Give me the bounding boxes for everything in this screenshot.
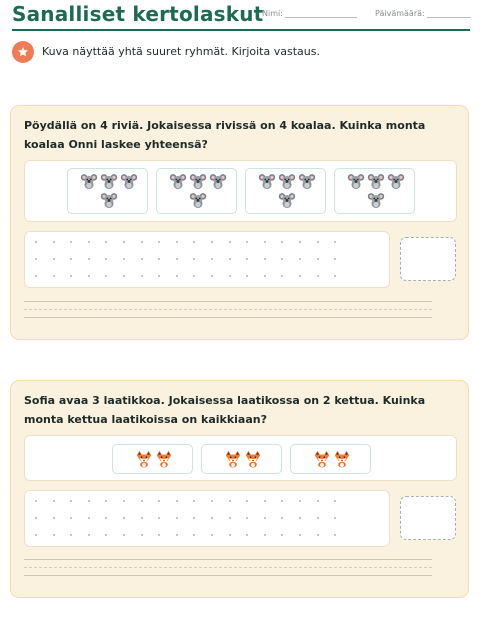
koala-icon: [278, 172, 296, 190]
grid-dot: [141, 500, 143, 502]
grid-dot: [211, 500, 213, 502]
date-label: Päivämäärä:: [375, 9, 425, 18]
grid-dot: [281, 258, 283, 260]
grid-dot: [70, 534, 72, 536]
koala-icon: [100, 172, 118, 190]
grid-dot: [229, 534, 231, 536]
grid-dot: [299, 517, 301, 519]
grid-dot: [229, 500, 231, 502]
grid-dot: [158, 258, 160, 260]
fox-icon: [333, 450, 351, 468]
grid-dot: [264, 517, 266, 519]
grid-dot: [176, 275, 178, 277]
writing-line-dashed: [24, 309, 432, 310]
grid-dot: [211, 241, 213, 243]
grid-dot: [176, 241, 178, 243]
writing-line: [24, 301, 432, 302]
grid-dot: [334, 258, 336, 260]
koala-group-4: [334, 168, 415, 214]
koala-group-3: [245, 168, 326, 214]
fox-icon: [135, 450, 153, 468]
grid-dot: [264, 500, 266, 502]
grid-dot: [88, 500, 90, 502]
koala-icon: [387, 172, 405, 190]
instruction-row: [12, 41, 472, 65]
grid-dot: [334, 500, 336, 502]
koala-icon: [347, 172, 365, 190]
grid-dot: [317, 258, 319, 260]
grid-dot: [193, 500, 195, 502]
problem-1-work-area[interactable]: [24, 231, 390, 288]
grid-dot: [70, 241, 72, 243]
grid-dot: [281, 534, 283, 536]
problem-1-groups-panel: [24, 160, 457, 222]
grid-dot: [211, 517, 213, 519]
grid-dot: [229, 258, 231, 260]
grid-dot: [70, 517, 72, 519]
fox-icon: [224, 450, 242, 468]
writing-line-dashed: [24, 567, 432, 568]
problem-1-answer-box[interactable]: [400, 237, 456, 281]
grid-dot: [105, 517, 107, 519]
problem-2-work-area[interactable]: [24, 490, 390, 547]
grid-dot: [246, 500, 248, 502]
date-line: [427, 9, 471, 18]
grid-dot: [176, 500, 178, 502]
grid-dot: [246, 258, 248, 260]
grid-dot: [123, 500, 125, 502]
koala-icon: [100, 191, 118, 209]
grid-dot: [281, 500, 283, 502]
grid-dot: [211, 534, 213, 536]
koala-icon: [367, 191, 385, 209]
grid-dot: [105, 275, 107, 277]
grid-dot: [123, 241, 125, 243]
koala-icon: [258, 172, 276, 190]
grid-dot: [246, 534, 248, 536]
fox-icon: [244, 450, 262, 468]
grid-dot: [193, 258, 195, 260]
koala-icon: [169, 172, 187, 190]
grid-dot: [299, 534, 301, 536]
koala-group-1: [67, 168, 148, 214]
grid-dot: [141, 275, 143, 277]
grid-dot: [141, 258, 143, 260]
name-line: [285, 9, 357, 18]
grid-dot: [229, 275, 231, 277]
grid-dot: [53, 241, 55, 243]
grid-dot: [246, 517, 248, 519]
grid-dot: [229, 241, 231, 243]
grid-dot: [141, 534, 143, 536]
grid-dot: [70, 500, 72, 502]
instruction-text: Kuva näyttää yhtä suuret ryhmät. Kirjoita vastaus.: [42, 45, 320, 58]
grid-dot: [193, 534, 195, 536]
grid-dot: [88, 275, 90, 277]
grid-dot: [88, 241, 90, 243]
grid-dot: [176, 534, 178, 536]
grid-dot: [281, 241, 283, 243]
grid-dot: [35, 258, 37, 260]
grid-dot: [35, 275, 37, 277]
grid-dot: [35, 241, 37, 243]
grid-dot: [176, 517, 178, 519]
grid-dot: [317, 275, 319, 277]
grid-dot: [88, 258, 90, 260]
grid-dot: [105, 500, 107, 502]
grid-dot: [193, 241, 195, 243]
grid-dot: [123, 258, 125, 260]
name-label: Nimi:: [262, 9, 283, 18]
grid-dot: [229, 517, 231, 519]
grid-dot: [246, 241, 248, 243]
koala-group-2: [156, 168, 237, 214]
grid-dot: [123, 534, 125, 536]
problem-card-2: [10, 380, 469, 598]
grid-dot: [193, 517, 195, 519]
fox-icon: [313, 450, 331, 468]
grid-dot: [158, 517, 160, 519]
grid-dot: [299, 258, 301, 260]
grid-dot: [281, 517, 283, 519]
grid-dot: [299, 500, 301, 502]
grid-dot: [176, 258, 178, 260]
fox-group-2: [201, 444, 282, 474]
grid-dot: [158, 241, 160, 243]
grid-dot: [334, 534, 336, 536]
problem-1-question: Pöydällä on 4 riviä. Jokaisessa rivissä on 4 koalaa. Kuinka monta koalaa Onni laskee yhteensä?: [24, 119, 426, 151]
fox-icon: [155, 450, 173, 468]
koala-icon: [278, 191, 296, 209]
writing-line: [24, 559, 432, 560]
koala-icon: [120, 172, 138, 190]
grid-dot: [334, 275, 336, 277]
grid-dot: [53, 500, 55, 502]
grid-dot: [35, 517, 37, 519]
koala-icon: [189, 191, 207, 209]
grid-dot: [264, 258, 266, 260]
grid-dot: [299, 275, 301, 277]
grid-dot: [88, 534, 90, 536]
fox-group-3: [290, 444, 371, 474]
koala-icon: [298, 172, 316, 190]
grid-dot: [264, 241, 266, 243]
instruction-badge: [12, 41, 34, 63]
page-title: Sanalliset kertolaskut: [12, 2, 264, 26]
problem-2-groups-panel: [24, 435, 457, 481]
grid-dot: [53, 258, 55, 260]
fox-group-1: [112, 444, 193, 474]
grid-dot: [35, 534, 37, 536]
grid-dot: [105, 534, 107, 536]
grid-dot: [53, 275, 55, 277]
grid-dot: [211, 275, 213, 277]
grid-dot: [141, 241, 143, 243]
grid-dot: [317, 500, 319, 502]
grid-dot: [317, 517, 319, 519]
grid-dot: [334, 517, 336, 519]
worksheet-header: [0, 0, 480, 32]
writing-line: [24, 575, 432, 576]
koala-icon: [367, 172, 385, 190]
grid-dot: [281, 275, 283, 277]
grid-dot: [141, 517, 143, 519]
grid-dot: [105, 258, 107, 260]
name-field: [262, 9, 357, 18]
problem-2-answer-box[interactable]: [400, 496, 456, 540]
grid-dot: [70, 275, 72, 277]
grid-dot: [123, 275, 125, 277]
grid-dot: [158, 500, 160, 502]
koala-icon: [80, 172, 98, 190]
grid-dot: [158, 534, 160, 536]
grid-dot: [53, 517, 55, 519]
grid-dot: [299, 241, 301, 243]
grid-dot: [53, 534, 55, 536]
problem-2-question: Sofia avaa 3 laatikkoa. Jokaisessa laatikossa on 2 kettua. Kuinka monta kettua laatikoissa on kaikkiaan?: [24, 394, 426, 426]
grid-dot: [264, 534, 266, 536]
koala-icon: [209, 172, 227, 190]
grid-dot: [211, 258, 213, 260]
grid-dot: [334, 241, 336, 243]
koala-icon: [189, 172, 207, 190]
grid-dot: [193, 275, 195, 277]
grid-dot: [105, 241, 107, 243]
grid-dot: [264, 275, 266, 277]
grid-dot: [246, 275, 248, 277]
grid-dot: [158, 275, 160, 277]
grid-dot: [35, 500, 37, 502]
grid-dot: [88, 517, 90, 519]
date-field: [375, 9, 471, 18]
grid-dot: [317, 241, 319, 243]
star-icon: [17, 46, 29, 58]
grid-dot: [317, 534, 319, 536]
problem-card-1: [10, 105, 469, 340]
header-divider: [12, 29, 470, 31]
writing-line: [24, 317, 432, 318]
grid-dot: [70, 258, 72, 260]
grid-dot: [123, 517, 125, 519]
